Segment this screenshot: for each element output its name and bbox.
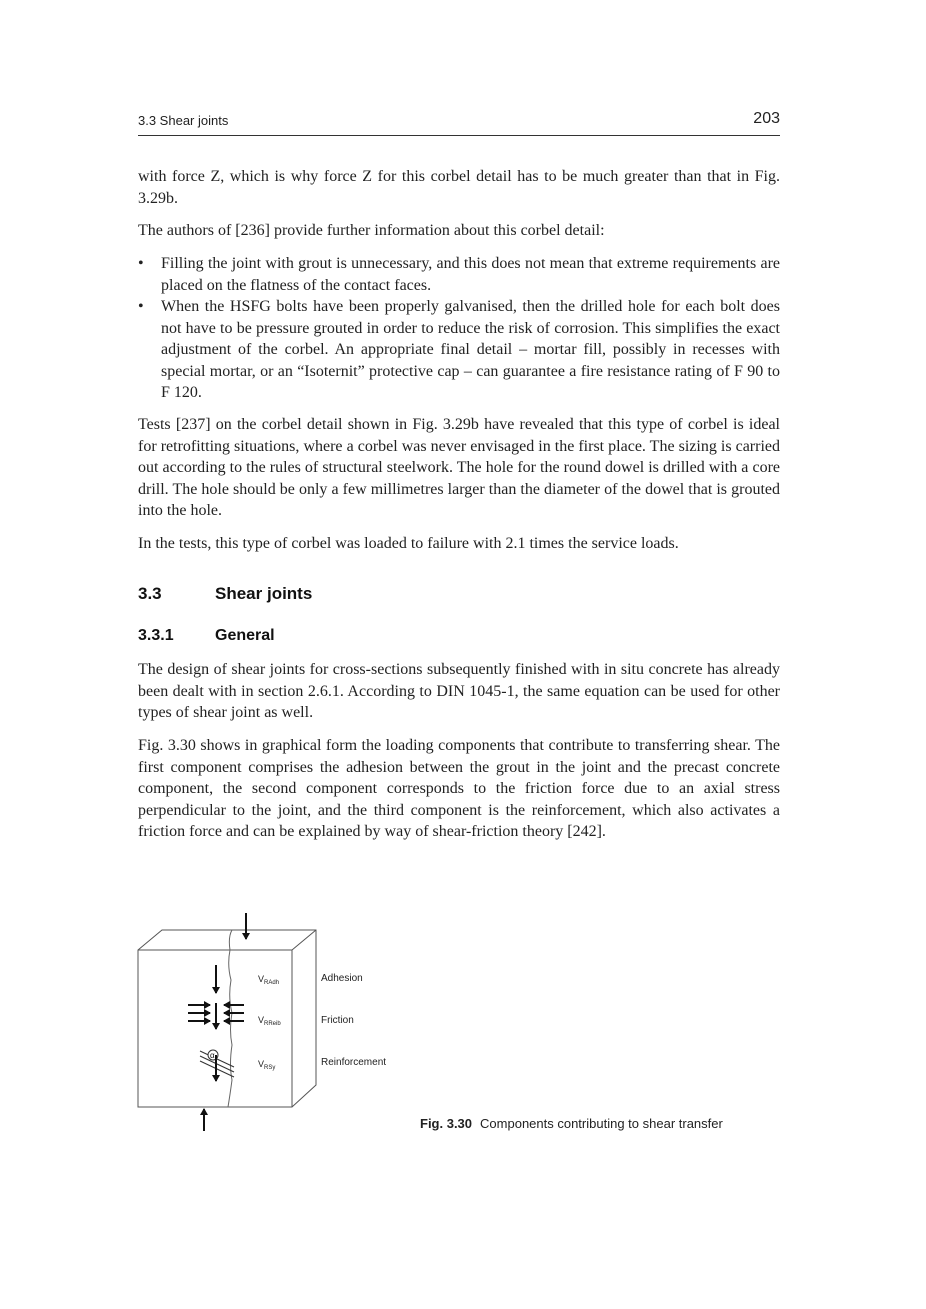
- component-row: [258, 973, 363, 986]
- component-label: Adhesion: [321, 973, 363, 984]
- paragraph-2-text: The authors of [236] provide further information about this corbel detail:: [138, 222, 605, 239]
- bullet-marker: •: [138, 298, 144, 315]
- bullet-marker: •: [138, 255, 144, 272]
- paragraph-6-text: Fig. 3.30 shows in graphical form the loading components that contribute to transferring shear. The first component comprises the adhesion between the grout in the joint and the precast concrete component, the second component corresponds to the friction force due to an axial stress perpendicular to the joint, and the third component is the reinforcement, which also activates a friction force and can be explained by way of shear-friction theory [242].: [138, 737, 780, 840]
- shear-joint-figure: [130, 905, 430, 1135]
- component-row: [258, 1057, 386, 1071]
- joint-line: [228, 930, 232, 1107]
- section-title: Shear joints: [215, 584, 313, 603]
- figure-caption-number: Fig. 3.30: [420, 1116, 473, 1131]
- component-label: Reinforcement: [321, 1057, 387, 1068]
- figure-caption-text: Components contributing to shear transfer: [480, 1116, 723, 1131]
- running-header-section: 3.3 Shear joints: [138, 113, 229, 128]
- bullet-item: [138, 296, 780, 404]
- bullet-item-text: When the HSFG bolts have been properly galvanised, then the drilled hole for each bolt does not have to be pressure grouted in order to reduce the risk of corrosion. This simplifies the exact adjustment of the corbel. An appropriate final detail – mortar fill, possibly in recesses with special mortar, or an “Isoternit” protective cap – can guarantee a fire resistance rating of F 90 to F 120.: [161, 298, 780, 401]
- svg-text:VRReib: [258, 1015, 281, 1027]
- figure-caption: [420, 1116, 723, 1131]
- v-symbol: V: [258, 974, 265, 984]
- v-symbol: V: [258, 1015, 265, 1025]
- paragraph-4: [138, 533, 780, 555]
- v-subscript: RReib: [264, 1021, 281, 1027]
- friction-arrows: [188, 1003, 244, 1029]
- section-number: 3.3: [138, 584, 162, 603]
- section-title: General: [215, 627, 275, 644]
- svg-text:VRAdh: [258, 974, 279, 986]
- bullet-item: [138, 253, 780, 296]
- paragraph-1-text: with force Z, which is why force Z for this corbel detail has to be much greater than that in Fig. 3.29b.: [138, 168, 780, 207]
- paragraph-5: [138, 659, 780, 724]
- paragraph-1: [138, 166, 780, 209]
- paragraph-4-text: In the tests, this type of corbel was loaded to failure with 2.1 times the service loads.: [138, 535, 679, 552]
- v-subscript: RSy: [264, 1065, 276, 1071]
- paragraph-2: [138, 220, 780, 242]
- component-label: Friction: [321, 1015, 354, 1026]
- page-number: 203: [753, 110, 780, 127]
- paragraph-3: [138, 414, 780, 522]
- header-rule: [138, 135, 780, 136]
- svg-text:VRSy: [258, 1059, 275, 1071]
- bullet-list: [138, 253, 780, 404]
- paragraph-6: [138, 735, 780, 843]
- paragraph-5-text: The design of shear joints for cross-sections subsequently finished with in situ concrete has already been dealt with in section 2.6.1. According to DIN 1045-1, the same equation can be used for other types of shear joint as well.: [138, 661, 780, 721]
- v-subscript: RAdh: [264, 980, 280, 986]
- concrete-block: [138, 930, 316, 1107]
- angle-symbol: α: [210, 1051, 215, 1060]
- paragraph-3-text: Tests [237] on the corbel detail shown in Fig. 3.29b have revealed that this type of corbel is ideal for retrofitting situations, where a corbel was never envisaged in the first place. The sizing is carried out according to the rules of structural steelwork. The hole for the round dowel is drilled with a core drill. The hole should be only a few millimetres larger than the diameter of the dowel that is grouted into the hole.: [138, 416, 780, 519]
- section-number: 3.3.1: [138, 627, 174, 644]
- bullet-item-text: Filling the joint with grout is unnecessary, and this does not mean that extreme requirements are placed on the flatness of the contact faces.: [161, 255, 780, 294]
- v-symbol: V: [258, 1059, 265, 1069]
- component-row: [258, 1015, 354, 1027]
